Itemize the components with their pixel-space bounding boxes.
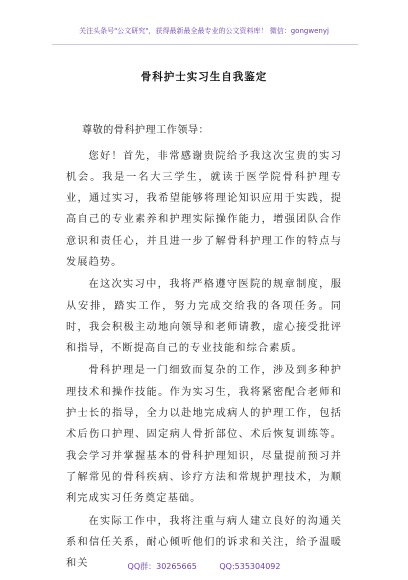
salutation: 尊敬的骨科护理工作领导： xyxy=(82,125,210,136)
paragraph-3: 骨科护理是一门细致而复杂的工作，涉及到多种护理技术和操作技能。作为实习生，我将紧密配合老师和护士长的指导，全力以赴地完成病人的护理工作，包括术后伤口护理、固定病人骨折部位、术后恢复训练等。我会学习并掌握基本的骨科护理知识，尽量提前预习并了解常见的骨科疾病、诊疗方法和常规护理技术，为顺利完成实习任务奠定基础。 xyxy=(66,365,342,505)
header-banner: 关注头条号"公文研究"，获得最新最全最专业的公文资料库！ 微信：gongwenyj xyxy=(79,27,329,35)
document-title: 骨科护士实习生自我鉴定 xyxy=(140,71,268,83)
footer-qq: QQ:535304092 xyxy=(219,562,281,571)
paragraph-1: 您好！首先，非常感谢贵院给予我这次宝贵的实习机会。我是一名大三学生，就读于医学院骨科护理专业，通过实习，我希望能够将理论知识应用于实践，提高自己的专业素养和护理实际操作能力，增强团队合作意识和责任心，并且进一步了解骨科护理工作的特点与发展趋势。 xyxy=(66,150,342,268)
paragraph-2: 在这次实习中，我将严格遵守医院的规章制度，服从安排，踏实工作，努力完成交给我的各项任务。同时，我会积极主动地向领导和老师请教，虚心接受批评和指导，不断提高自己的专业技能和综合素质。 xyxy=(66,279,342,355)
document-body xyxy=(66,120,342,575)
header-divider xyxy=(52,44,358,45)
footer-qq-group: QQ群：30265665 xyxy=(127,562,197,571)
paragraph-4: 在实际工作中，我将注重与病人建立良好的沟通关系和信任关系，耐心倾听他们的诉求和关注，给予温暖和关 xyxy=(66,515,342,570)
footer xyxy=(0,561,408,572)
